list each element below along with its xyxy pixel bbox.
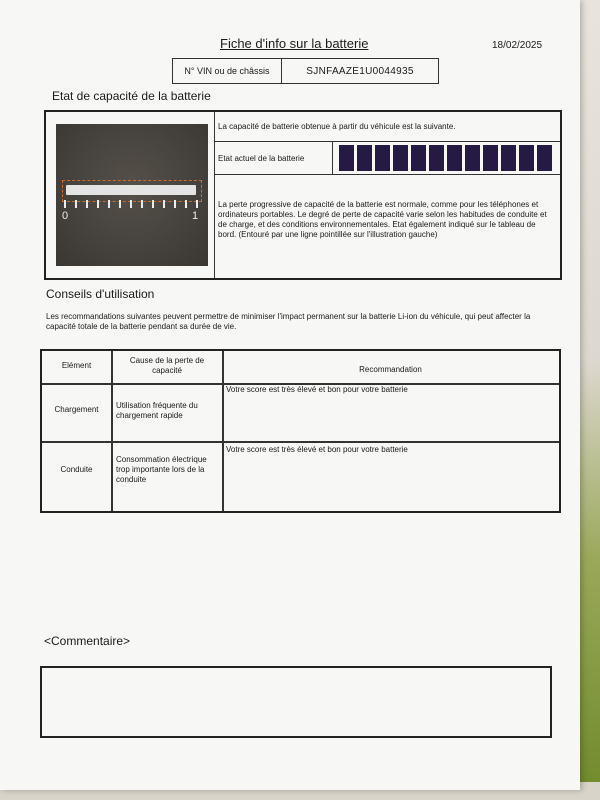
- capacity-bar-segment: [465, 145, 480, 171]
- table-header-cause: Cause de la perte de capacité: [129, 356, 205, 375]
- capacity-bar-segment: [537, 145, 552, 171]
- comment-title: <Commentaire>: [44, 634, 131, 648]
- gauge-ticks: [64, 200, 200, 208]
- capacity-bar-segment: [375, 145, 390, 171]
- capacity-state-row: [215, 142, 560, 175]
- table-divider: [42, 441, 559, 443]
- advice-intro: Les recommandations suivantes peuvent permettre de minimiser l'impact permanent sur la batterie Li-ion du véhicule, qui peut affecter la capacité totale de la batterie pendant sa durée de vie.: [46, 312, 531, 331]
- gauge-max-label: 1: [192, 210, 199, 222]
- capacity-bar-segment: [447, 145, 462, 171]
- vin-value: SJNFAAZE1U0044935: [306, 65, 414, 77]
- capacity-bar-segment: [519, 145, 534, 171]
- capacity-box: [44, 110, 562, 280]
- capacity-bar-segment: [501, 145, 516, 171]
- capacity-bars: [339, 145, 552, 171]
- capacity-bar-segment: [339, 145, 354, 171]
- table-cell-element: Chargement: [54, 405, 99, 414]
- vin-label: N° VIN ou de châssis: [173, 59, 282, 83]
- table-header-recommendation: Recommandation: [359, 365, 422, 374]
- capacity-bar-segment: [411, 145, 426, 171]
- capacity-bar-segment: [429, 145, 444, 171]
- capacity-intro: La capacité de batterie obtenue à partir du véhicule est la suivante.: [215, 112, 560, 142]
- table-divider: [222, 351, 224, 511]
- table-header-element: Elément: [61, 361, 92, 370]
- table-cell-cause: Utilisation fréquente du chargement rapide: [116, 401, 198, 420]
- table-divider: [111, 351, 113, 511]
- gauge-min-label: 0: [62, 210, 69, 222]
- capacity-state-label: Etat actuel de la batterie: [215, 142, 333, 174]
- table-cell-cause: Consommation électrique trop importante lors de la conduite: [116, 455, 207, 484]
- capacity-bar-segment: [483, 145, 498, 171]
- capacity-section-title: Etat de capacité de la batterie: [52, 89, 211, 103]
- capacity-description: La perte progressive de capacité de la batterie est normale, comme pour les téléphones et ordinateurs portables. Le degré de perte de capacité varie selon les habitudes de conduite et de charge, et des conditions environnementales. Etat également indiqué sur le tableau de bord. (Entouré par une ligne pointillée sur l'illustration gauche): [218, 200, 547, 239]
- capacity-bar-segment: [357, 145, 372, 171]
- capacity-info: [214, 112, 560, 278]
- comment-box: [40, 666, 552, 738]
- advice-section-title: Conseils d'utilisation: [46, 287, 155, 301]
- vin-box: [172, 58, 439, 84]
- table-cell-recommendation: Votre score est très élevé et bon pour votre batterie: [226, 385, 408, 394]
- recommendation-table: [40, 349, 561, 513]
- capacity-bar-segment: [393, 145, 408, 171]
- dashboard-gauge-illustration: [56, 124, 208, 266]
- document-title: Fiche d'info sur la batterie: [220, 36, 369, 51]
- table-cell-recommendation: Votre score est très élevé et bon pour votre batterie: [226, 445, 408, 454]
- table-cell-element: Conduite: [60, 465, 93, 474]
- document-date: 18/02/2025: [492, 40, 543, 51]
- gauge-bar: [66, 185, 196, 195]
